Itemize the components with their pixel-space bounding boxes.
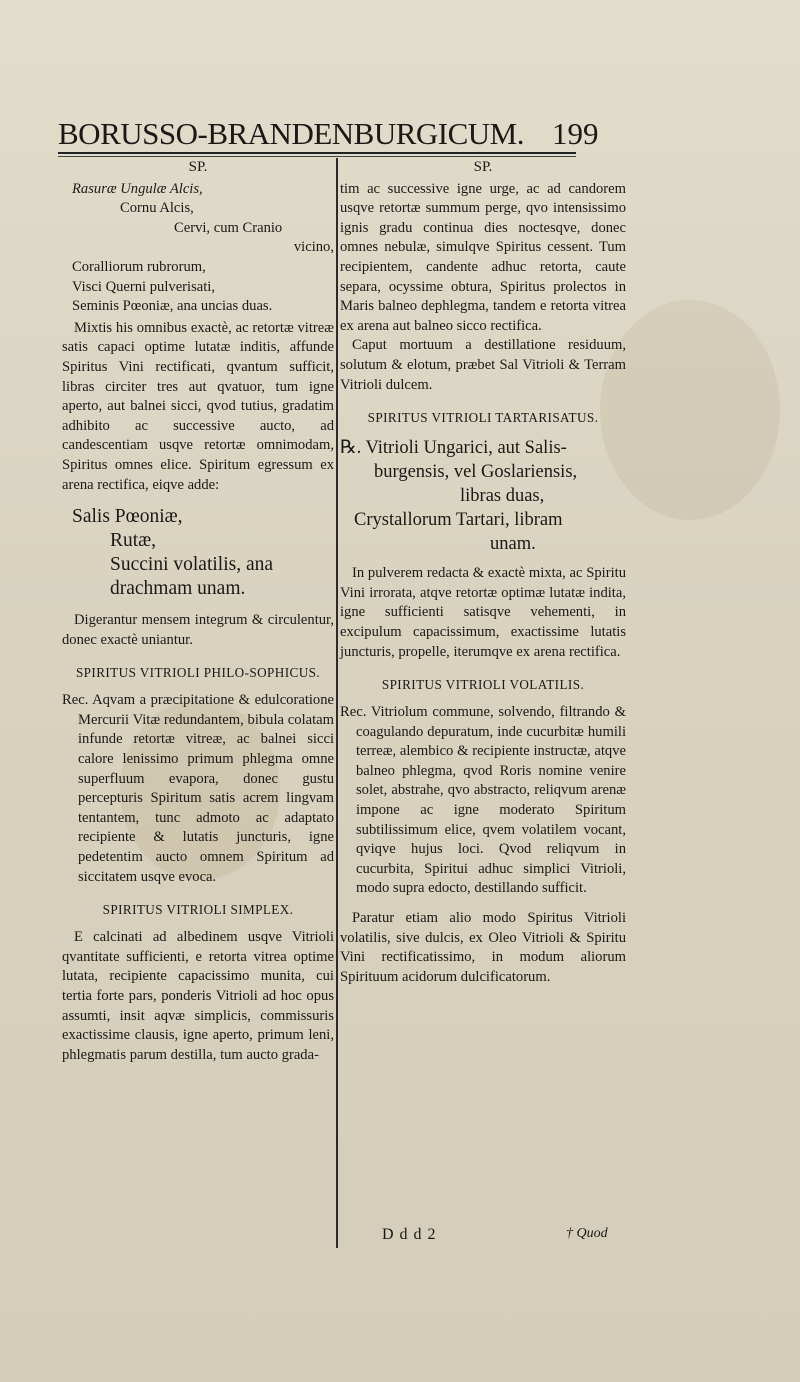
recipe-line: Visci Querni pulverisati, <box>72 278 216 295</box>
ingredient-line: burgensis, vel Goslariensis, <box>374 462 578 483</box>
paragraph: Paratur etiam alio modo Spiritus Vitrioli volatilis, sive dulcis, ex Oleo Vitrioli & Spiritu Vini rectificatissimo, in modum aliorum Spirituum acidorum dulcificatorum. <box>340 910 626 985</box>
left-column <box>62 158 334 1065</box>
ingredient-list <box>62 505 334 601</box>
paper-stain <box>600 300 780 520</box>
signature-mark: D d d 2 <box>382 1226 437 1243</box>
ingredient-line: Succini volatilis, ana <box>110 554 274 576</box>
ingredient-line: unam. <box>490 534 536 555</box>
recipe-line: Cervi, cum Cranio <box>174 219 283 236</box>
section-heading: SPIRITUS VITRIOLI SIMPLEX. <box>102 902 294 918</box>
catchword: † Quod <box>566 1226 608 1241</box>
ingredient-line: ℞. Vitrioli Ungarici, aut Salis- <box>340 438 567 459</box>
ingredient-line: Crystallorum Tartari, libram <box>354 510 563 531</box>
ingredient-list <box>340 436 626 556</box>
column-divider <box>336 158 338 1248</box>
recipe-line: Cornu Alcis, <box>120 200 194 217</box>
recipe-list <box>62 180 334 317</box>
section-heading: SPIRITUS VITRIOLI PHILO-SOPHICUS. <box>75 665 321 681</box>
section-heading: SPIRITUS VITRIOLI VOLATILIS. <box>381 677 585 693</box>
paragraph: tim ac successive igne urge, ac ad candorem usqve retortæ summum perge, qvo intensissimo ignis gradu continua dies noctesqve, donec omnes nebulæ, simulqve Spiritus cessent. Tum recipientem, candente adhuc retorta, caute separa, ocyssime obtura, Spiritus prolectos in Maris balneo dephlegma, tandem e retorta vitrea ex arena aut balneo sicco rectifica. <box>340 180 626 334</box>
paragraph: In pulverem redacta & exactè mixta, ac Spiritu Vini irrorata, atqve retortæ optimæ lutatæ indita, igne sufficienti satisqve vehementi, in excipulum capacissimum, exactissime lutatis juncturis, propelle, iterumqve ex arena rectifica. <box>340 565 626 660</box>
recipe-line: vicino, <box>293 239 334 256</box>
paragraph: E calcinati ad albedinem usqve Vitrioli qvantitate sufficienti, e retorta vitrea optime lutata, recipiente capacissimo munita, cui tertia forte pars, ponderis Vitrioli ad hoc opus assumti, insit aqvæ simplicis, commissuris exactissime clausis, igne aperto, primum leni, phlegmatis parum destilla, tum aucto grada- <box>62 929 334 1063</box>
sp-label: SP. <box>188 159 208 175</box>
recipe-line: Rasuræ Ungulæ Alcis, <box>72 180 203 197</box>
right-column <box>340 158 626 987</box>
header-rule <box>58 156 576 157</box>
recipe-line: Coralliorum rubrorum, <box>72 258 206 275</box>
paragraph: Rec. Vitriolum commune, solvendo, filtrando & coagulando depuratum, inde cucurbitæ humili terreæ, alembico & recipiente instructæ, atqve balneo phlegma, qvod Roris nomine venire solet, abstrahe, qvo abstracto, reliqvum arenæ impone ac igne moderato Spiritum subtilissimum elice, qvem volatilem vocant, qviqve hujus loci. Qvod reliqvum in cucurbita, Spiritui adhuc simplici Vitrioli, modo supra edocto, destillando sufficit. <box>340 704 626 897</box>
ingredient-line: Rutæ, <box>110 530 157 552</box>
paragraph: Mixtis his omnibus exactè, ac retortæ vitreæ satis capaci optime lutatæ inditis, affunde Spiritus Vini rectificati, qvantum sufficit, libras circiter tres aut qvatuor, tum igne aperto, aut balnei sicci, qvod tutius, gradatim adhibito ac successive aucto, ad candescentiam usqve retortæ omnimodam, Spiritus omnes elice. Spiritum egressum ex arena rectifica, eiqve adde: <box>62 319 334 493</box>
ingredient-line: libras duas, <box>460 486 545 507</box>
section-heading: SPIRITUS VITRIOLI TARTARISATUS. <box>367 410 599 426</box>
ingredient-line: Salis Pœoniæ, <box>72 506 183 528</box>
paragraph: Caput mortuum a destillatione residuum, solutum & elotum, præbet Sal Vitrioli & Terram Vitrioli dulcem. <box>340 337 626 393</box>
paragraph: Digerantur mensem integrum & circulentur, donec exactè uniantur. <box>62 612 334 648</box>
page-number: 199 <box>552 116 599 151</box>
header-rule <box>58 152 576 154</box>
recipe-line: Seminis Pœoniæ, ana uncias duas. <box>72 298 273 315</box>
ingredient-line: drachmam unam. <box>110 578 246 600</box>
running-head: BORUSSO-BRANDENBURGICUM. <box>58 116 524 151</box>
sp-label: SP. <box>473 159 493 175</box>
paragraph: Rec. Aqvam a præcipitatione & edulcoratione Mercurii Vitæ redundantem, bibula colatam infunde retortæ vitreæ, ac balnei sicci calore lenissimo primum phlegma omne superfluum evapora, donec gustu percepturis Spiritum satis acrem lingvam tentantem, tunc admoto ac adaptato recipiente & lutatis juncturis, igne pedetentim aucto omnem Spiritum ad siccitatem usqve evoca. <box>62 692 334 885</box>
